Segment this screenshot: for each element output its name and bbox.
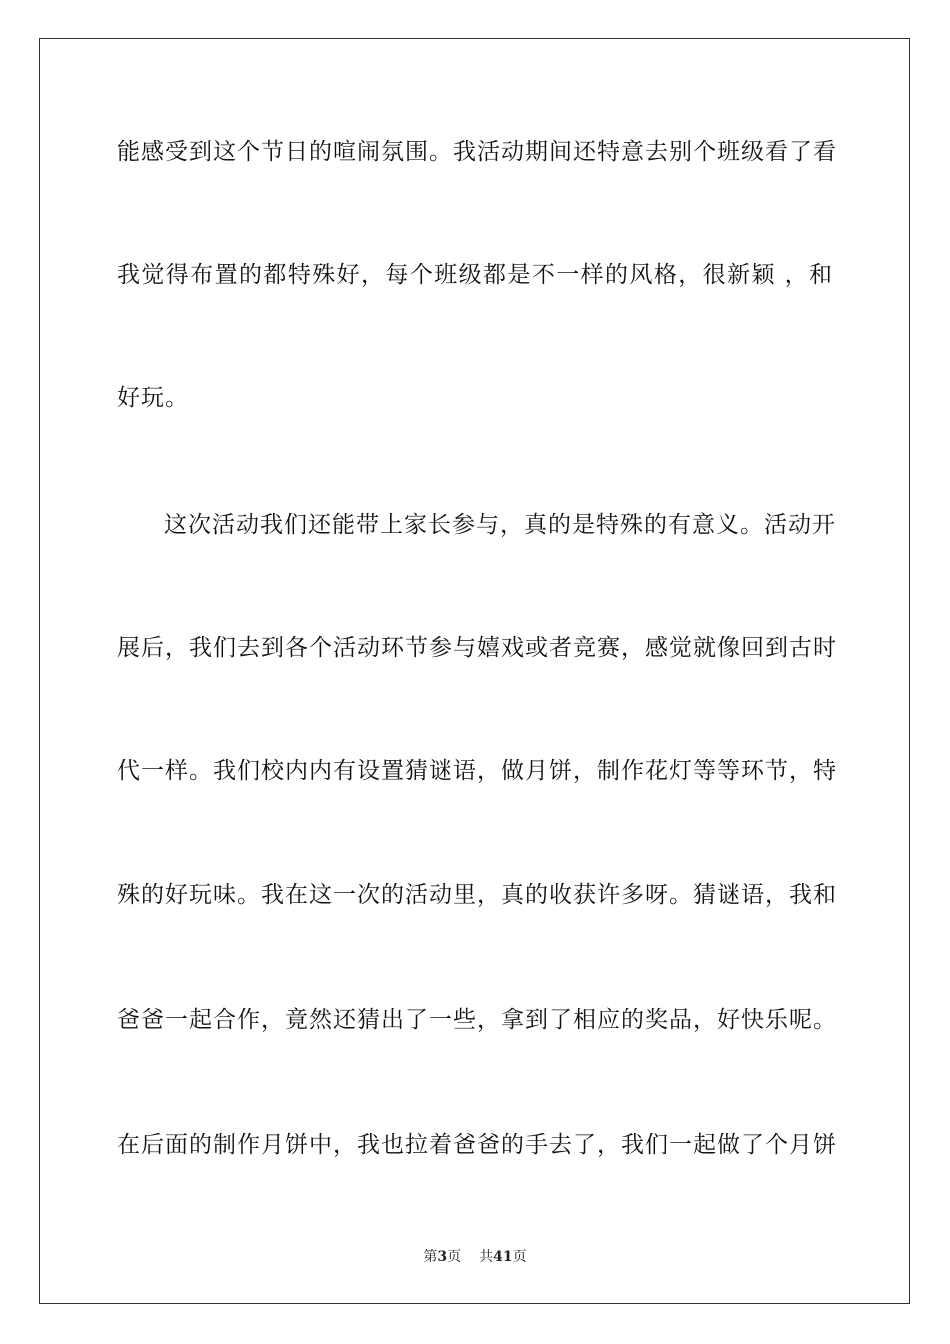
- text-line-7: 殊的好玩味。我在这一次的活动里，真的收获许多呀。猜谜语，我和: [117, 882, 837, 908]
- total-prefix: 共: [479, 1249, 494, 1265]
- text-line-5: 展后，我们去到各个活动环节参与嬉戏或者竞赛，感觉就像回到古时: [117, 635, 837, 661]
- page-footer: [0, 1248, 950, 1266]
- page-suffix: 页: [447, 1249, 462, 1265]
- text-line-4: 这次活动我们还能带上家长参与，真的是特殊的有意义。活动开: [164, 512, 836, 538]
- text-line-6: 代一样。我们校内内有设置猜谜语，做月饼，制作花灯等等环节，特: [117, 758, 837, 784]
- page-number: 3: [437, 1249, 448, 1265]
- text-line-8: 爸爸一起合作，竟然还猜出了一些，拿到了相应的奖品，好快乐呢。: [117, 1007, 837, 1033]
- text-line-9: 在后面的制作月饼中，我也拉着爸爸的手去了，我们一起做了个月饼: [117, 1132, 837, 1158]
- page-prefix: 第: [423, 1249, 438, 1265]
- text-line-3: 好玩。: [117, 385, 189, 411]
- total-pages: 41: [493, 1249, 513, 1265]
- text-line-2: 我觉得布置的都特殊好，每个班级都是不一样的风格，很新颖 ，和: [117, 262, 833, 288]
- text-line-1: 能感受到这个节日的喧闹氛围。我活动期间还特意去别个班级看了看: [117, 139, 837, 165]
- page-border: [39, 38, 910, 1304]
- total-suffix: 页: [512, 1249, 527, 1265]
